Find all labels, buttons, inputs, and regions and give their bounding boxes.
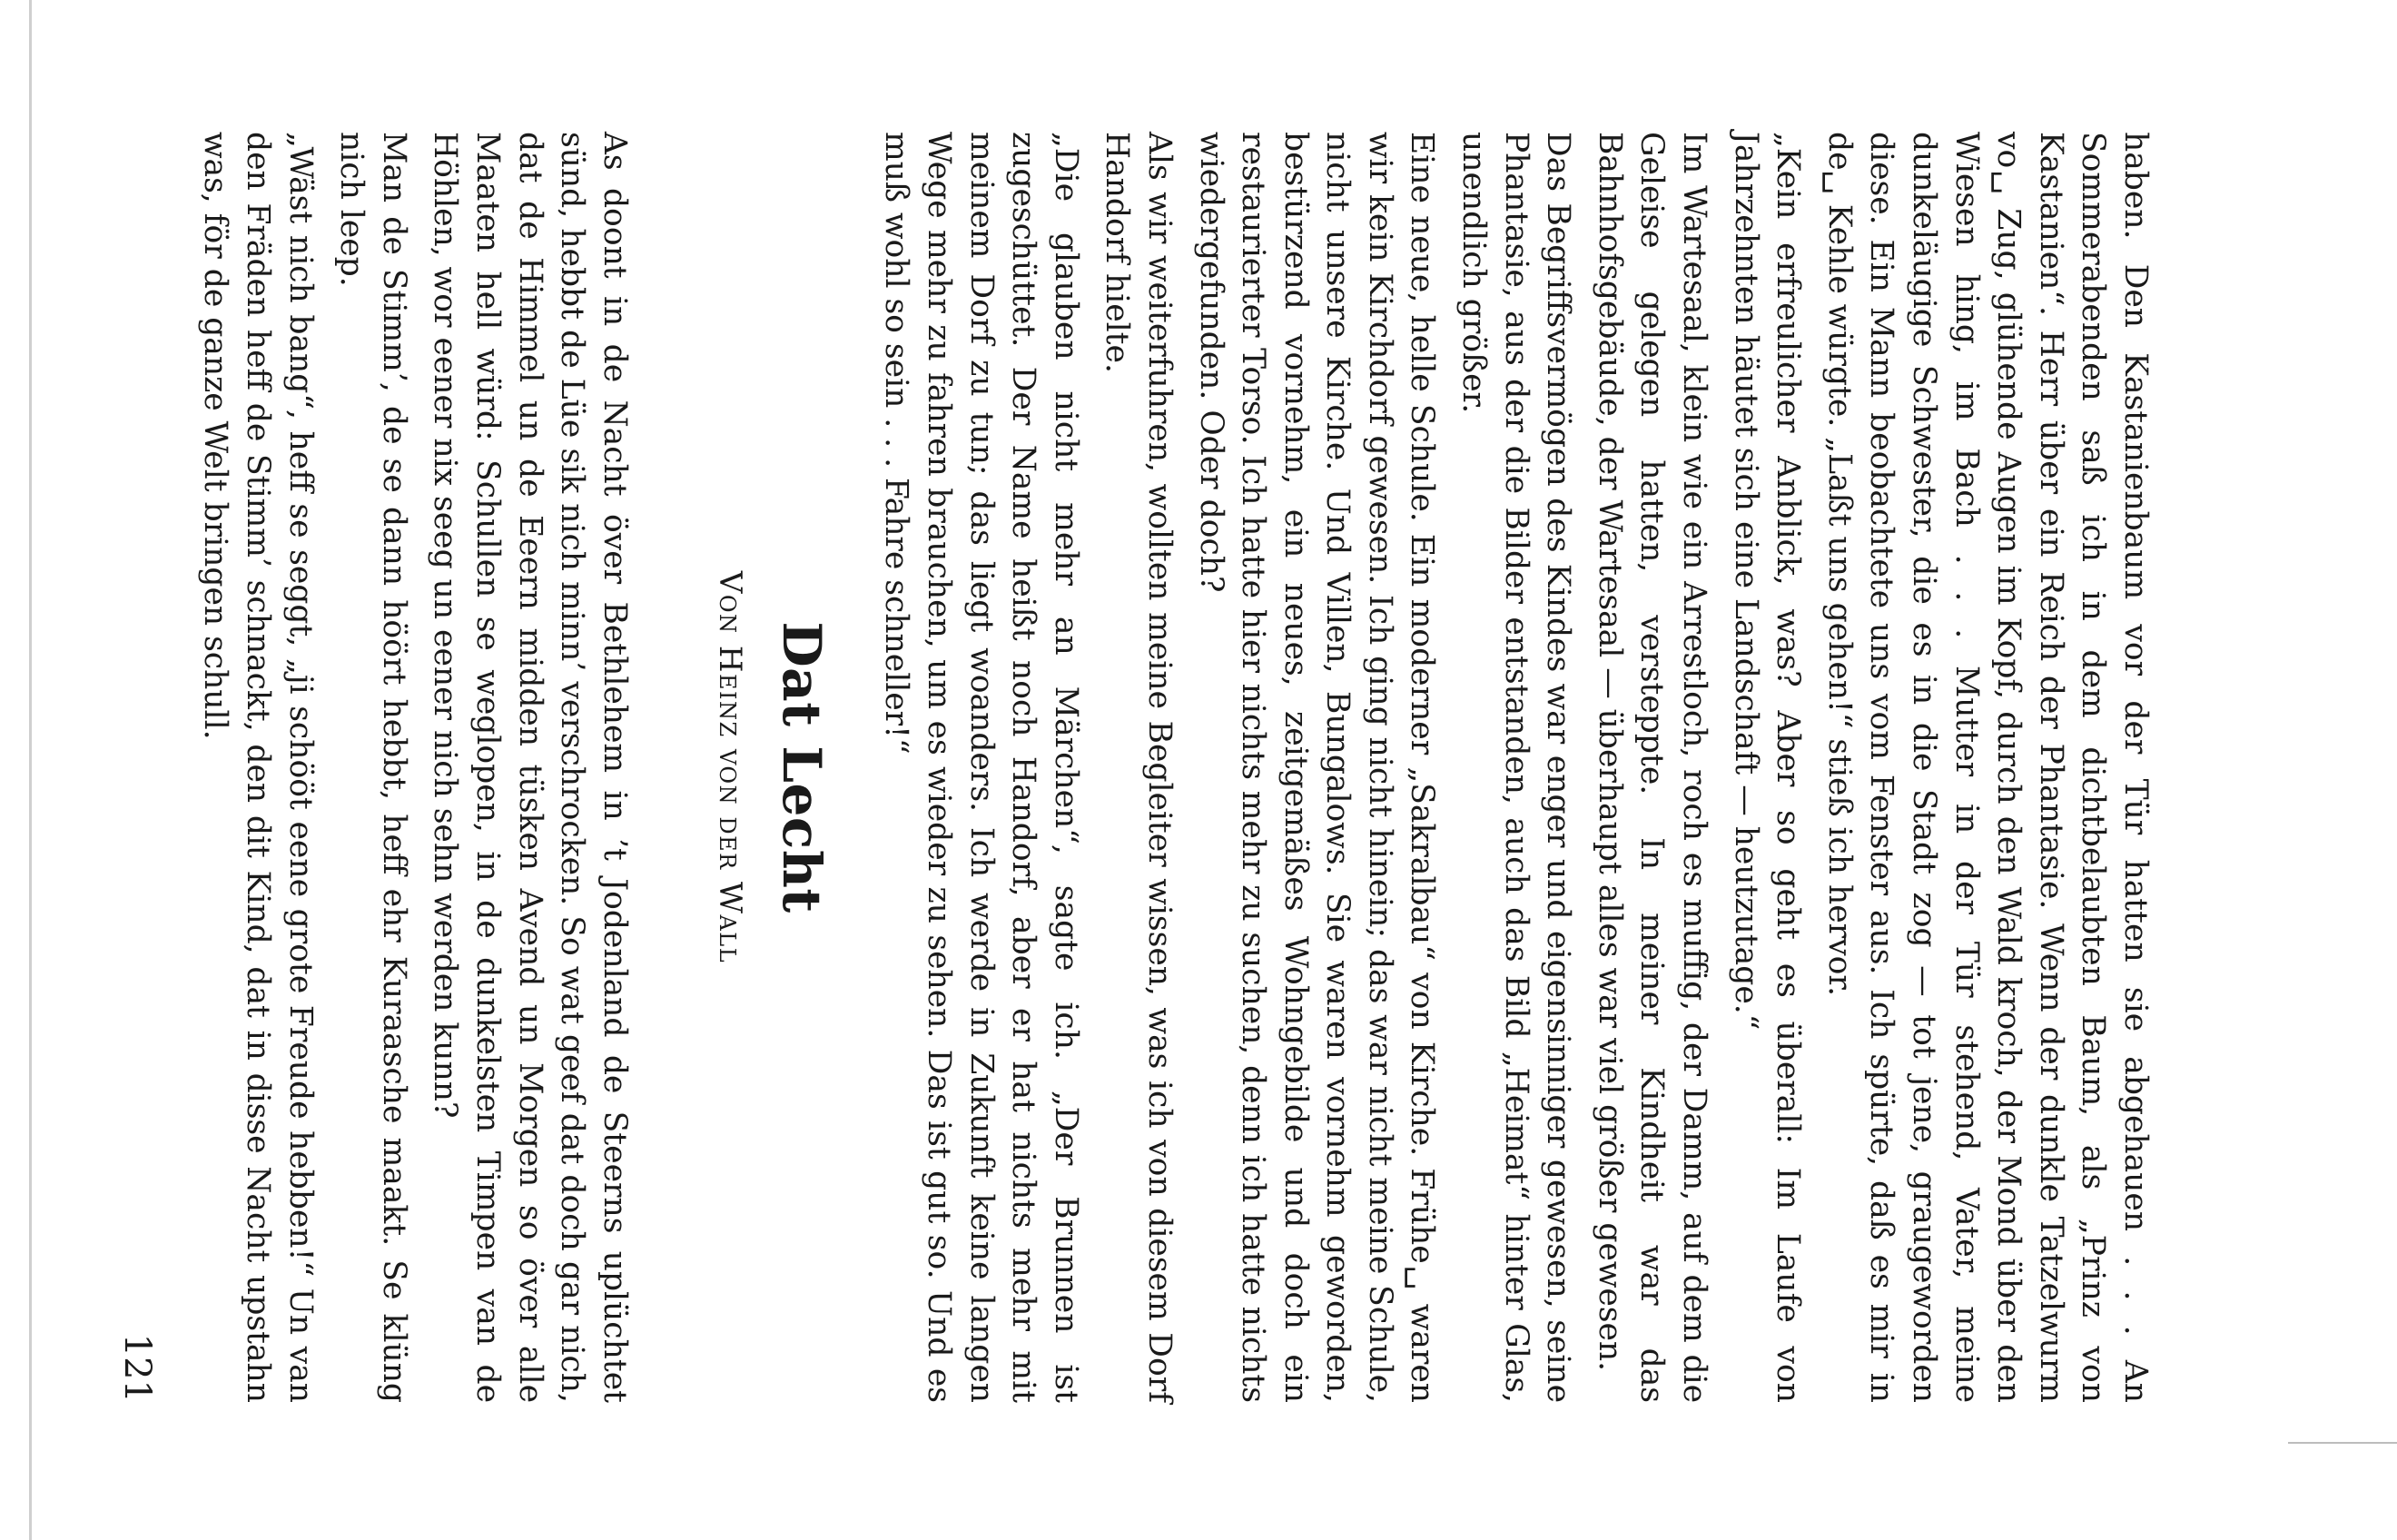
article-byline: Von Heinz von der Wall: [711, 570, 748, 964]
paragraph: „Wäst nich bang“, heff se seggt, „ji schööt eene grote Freude hebben!“ Un van den Fräden heff de Stimm’ schnackt, den dit Kind, dat in disse Nacht upstahn was, för de ganze Welt bringen schull.: [197, 132, 319, 1403]
paragraph: haben. Den Kastanienbaum vor der Tür hatten sie abgehauen . . . An Sommerabenden saß ich in dem dichtbelaubten Baum, als „Prinz von Kastanien“. Herr über ein Reich der Phantasie. Wenn der dunkle Tatzelwurm vo␣ Zug, glühende Augen im Kopf, durch den Wald kroch, der Mond über den Wiesen hing, im Bach . . . Mutter in der Tür stehend, Vater, meine dunkeläugige Schwester, die es in die Stadt zog — tot jene, graugeworden diese. Ein Mann beobachtete uns vom Fenster aus. Ich spürte, daß es mir in de␣ Kehle würgte. „Laßt uns gehen!“ stieß ich hervor.: [1820, 132, 2154, 1403]
paragraph: Man de Stimm’, de se dann höört hebbt, heff ehr Kuraasche maakt. Se klüng nich leep.: [333, 132, 412, 1403]
paragraph: „Die glauben nicht mehr an Märchen“, sagte ich. „Der Brunnen ist zugeschüttet. Der Name heißt noch Handorf, aber er hat nichts mehr mit meinem Dorf zu tun; das liegt woanders. Ich werde in Zukunft keine langen Wege mehr zu fahren brauchen, um es wieder zu sehen. Das ist gut so. Und es muß wohl so sein . . . Fahre schneller!“: [878, 132, 1084, 1403]
paragraph: „Kein erfreulicher Anblick, was? Aber so geht es überall: Im Laufe von Jahrzehnten häutet sich eine Landschaft — heutzutage.“: [1727, 132, 1807, 1403]
page-edge-rule: [29, 0, 32, 1540]
edge-mark: [2288, 1442, 2397, 1444]
article-title: Dat Lecht: [770, 621, 833, 913]
paragraph: Als wir weiterfuhren, wollten meine Begleiter wissen, was ich von diesem Dorf Handorf hielte.: [1099, 132, 1178, 1403]
paragraph: Im Wartesaal, klein wie ein Arrestloch, roch es muffig, der Damm, auf dem die Geleise gelegen hatten, versteppte. In meiner Kindheit war das Bahnhofsgebäude, der Wartesaal — überhaupt alles war viel größer gewesen.: [1591, 132, 1713, 1403]
paragraph: Das Begriffsvermögen des Kindes war enger und eigensinniger gewesen, seine Phantasie, aus der die Bilder entstanden, auch das Bild „Heimat“ hinter Glas, unendlich größer.: [1455, 132, 1577, 1403]
paragraph: Eine neue, helle Schule. Ein moderner „Sakralbau“ von Kirche. Frühe␣ waren wir kein Kirchdorf gewesen. Ich ging nicht hinein; das war nicht meine Schule, nicht unsere Kirche. Und Villen, Bungalows. Sie waren vornehm geworden, bestürzend vornehm, ein neues, zeitgemäßes Wohngebilde und doch ein restaurierter Torso. Ich hatte hier nichts mehr zu suchen, denn ich hatte nichts wiedergefunden. Oder doch?: [1192, 132, 1441, 1403]
page-number: 121: [116, 1333, 158, 1403]
text-column: [185, 132, 2156, 1403]
paragraph: As doont in de Nacht över Bethlehem in ’t Jodenland de Steerns uplüchtet sünd, hebbt de Lüe sik nich minn’ verschrocken. So wat geef dat doch gar nich, dat de Himmel un de Eeern midden tüsken Avend un Morgen so över alle Maaten hell würd: Schullen se weglopen, in de dunkelsten Timpen van de Höhlen, wor eener nix seeg un eener nich sehn werden kunn?: [427, 132, 633, 1403]
